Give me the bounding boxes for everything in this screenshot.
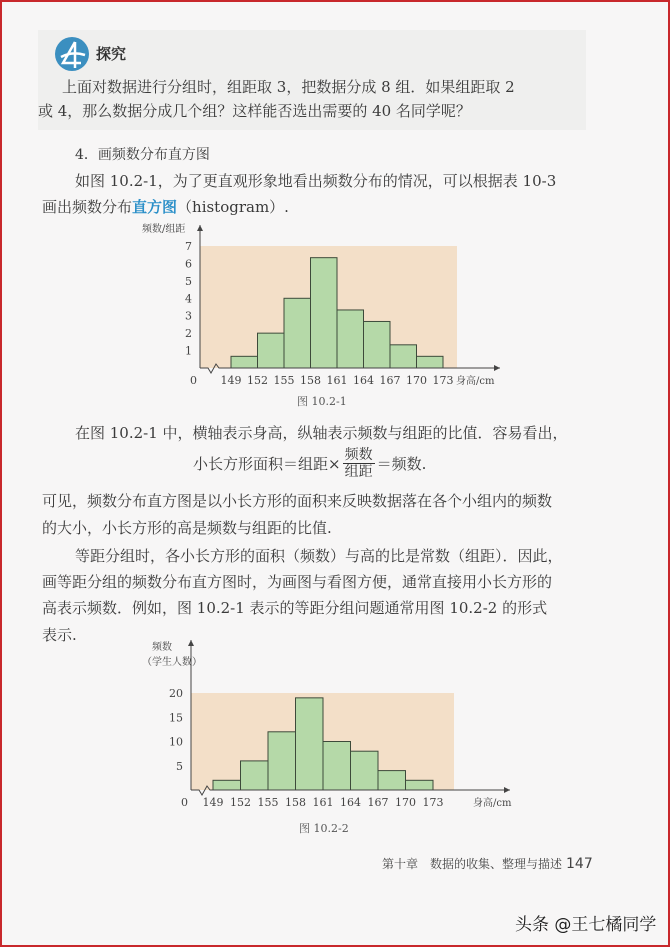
explore-text-line1: 上面对数据进行分组时，组距取 3，把数据分成 8 组．如果组距取 2	[62, 78, 515, 96]
paragraph-4-line3: 高表示频数．例如，图 10.2-1 表示的等距分组问题通常用图 10.2-2 的形式	[42, 599, 548, 617]
paragraph-2: 在图 10.2-1 中，横轴表示身高，纵轴表示频数与组距的比值．容易看出，	[75, 424, 568, 442]
term-histogram: 直方图	[132, 198, 178, 216]
x-tick-label: 170	[406, 374, 427, 387]
y-tick-label: 7	[185, 240, 192, 253]
origin-label: 0	[190, 374, 197, 387]
y-tick-label: 1	[185, 344, 192, 358]
figure-caption: 图 10.2-1	[297, 395, 347, 408]
formula-denominator: 组距	[344, 464, 373, 480]
x-tick-label: 173	[422, 796, 444, 809]
histogram-bar	[213, 780, 241, 790]
histogram-bar	[268, 732, 296, 790]
histogram-bar	[378, 771, 406, 790]
histogram-bar	[406, 780, 434, 790]
x-tick-label: 158	[285, 796, 306, 809]
paragraph-3-line2: 的大小，小长方形的高是频数与组距的比值.	[42, 519, 332, 537]
x-axis-arrow	[504, 787, 510, 793]
watermark: 头条 @王七橘同学	[515, 915, 657, 935]
formula-right: ＝频数.	[376, 455, 427, 473]
x-tick-label: 158	[300, 374, 321, 387]
x-tick-label: 155	[273, 374, 295, 387]
x-tick-label: 155	[257, 796, 279, 809]
section-heading: 4．画频数分布直方图	[75, 147, 210, 163]
x-tick-label: 167	[367, 796, 389, 809]
x-tick-label: 152	[247, 374, 268, 387]
y-tick-label: 10	[169, 735, 183, 749]
y-axis-label: 频数	[152, 642, 172, 653]
paragraph-4-line4: 表示.	[42, 626, 77, 644]
explore-title: 探究	[96, 45, 127, 63]
x-tick-label: 149	[202, 796, 224, 809]
x-tick-label: 170	[395, 796, 416, 809]
figure-caption: 图 10.2-2	[299, 822, 349, 835]
x-tick-label: 161	[326, 374, 348, 387]
y-tick-label: 4	[185, 292, 192, 306]
x-tick-label: 167	[379, 374, 401, 387]
x-tick-label: 149	[220, 374, 242, 387]
chapter-title: 第十章 数据的收集、整理与描述	[382, 857, 563, 871]
paragraph-1-pre: 画出频数分布	[42, 198, 133, 216]
x-tick-label: 161	[312, 796, 334, 809]
x-tick-label: 152	[230, 796, 251, 809]
paragraph-4-line1: 等距分组时，各小长方形的面积（频数）与高的比是常数（组距）．因此，	[75, 547, 563, 565]
histogram-bar	[351, 751, 379, 790]
paragraph-3-line1: 可见，频数分布直方图是以小长方形的面积来反映数据落在各个小组内的频数	[42, 492, 553, 510]
page-footer	[382, 855, 593, 872]
paragraph-4-line2: 画等距分组的频数分布直方图时，为画图与看图方便，通常直接用小长方形的	[42, 573, 553, 591]
y-tick-label: 3	[185, 309, 192, 323]
histogram-bar	[296, 698, 324, 790]
y-tick-label: 6	[185, 257, 192, 271]
y-axis-arrow	[188, 640, 194, 646]
formula-left: 小长方形面积＝组距×	[193, 455, 341, 473]
histogram-bar	[241, 761, 269, 790]
y-tick-label: 15	[169, 711, 183, 725]
x-axis-label: 身高/cm	[456, 376, 495, 387]
y-axis-label: 频数/组距	[142, 224, 186, 235]
paragraph-1-post: （histogram）.	[177, 198, 289, 216]
y-tick-label: 20	[169, 687, 183, 700]
y-tick-label: 5	[176, 759, 183, 773]
histogram-bar	[323, 742, 351, 791]
x-tick-label: 173	[432, 374, 454, 387]
formula-numerator: 频数	[344, 447, 373, 463]
page-number: 147	[566, 856, 593, 872]
x-tick-label: 164	[353, 374, 374, 387]
origin-label: 0	[181, 796, 188, 809]
x-axis-label: 身高/cm	[473, 798, 512, 809]
y-tick-label: 5	[185, 274, 192, 288]
y-axis-label-2: （学生人数）	[142, 657, 202, 668]
x-tick-label: 164	[340, 796, 361, 809]
paragraph-1-line1: 如图 10.2-1，为了更直观形象地看出频数分布的情况，可以根据表 10-3	[75, 172, 557, 190]
explore-text-line2: 或 4，那么数据分成几个组？这样能否选出需要的 40 名同学呢？	[38, 102, 471, 120]
y-tick-label: 2	[185, 327, 192, 341]
